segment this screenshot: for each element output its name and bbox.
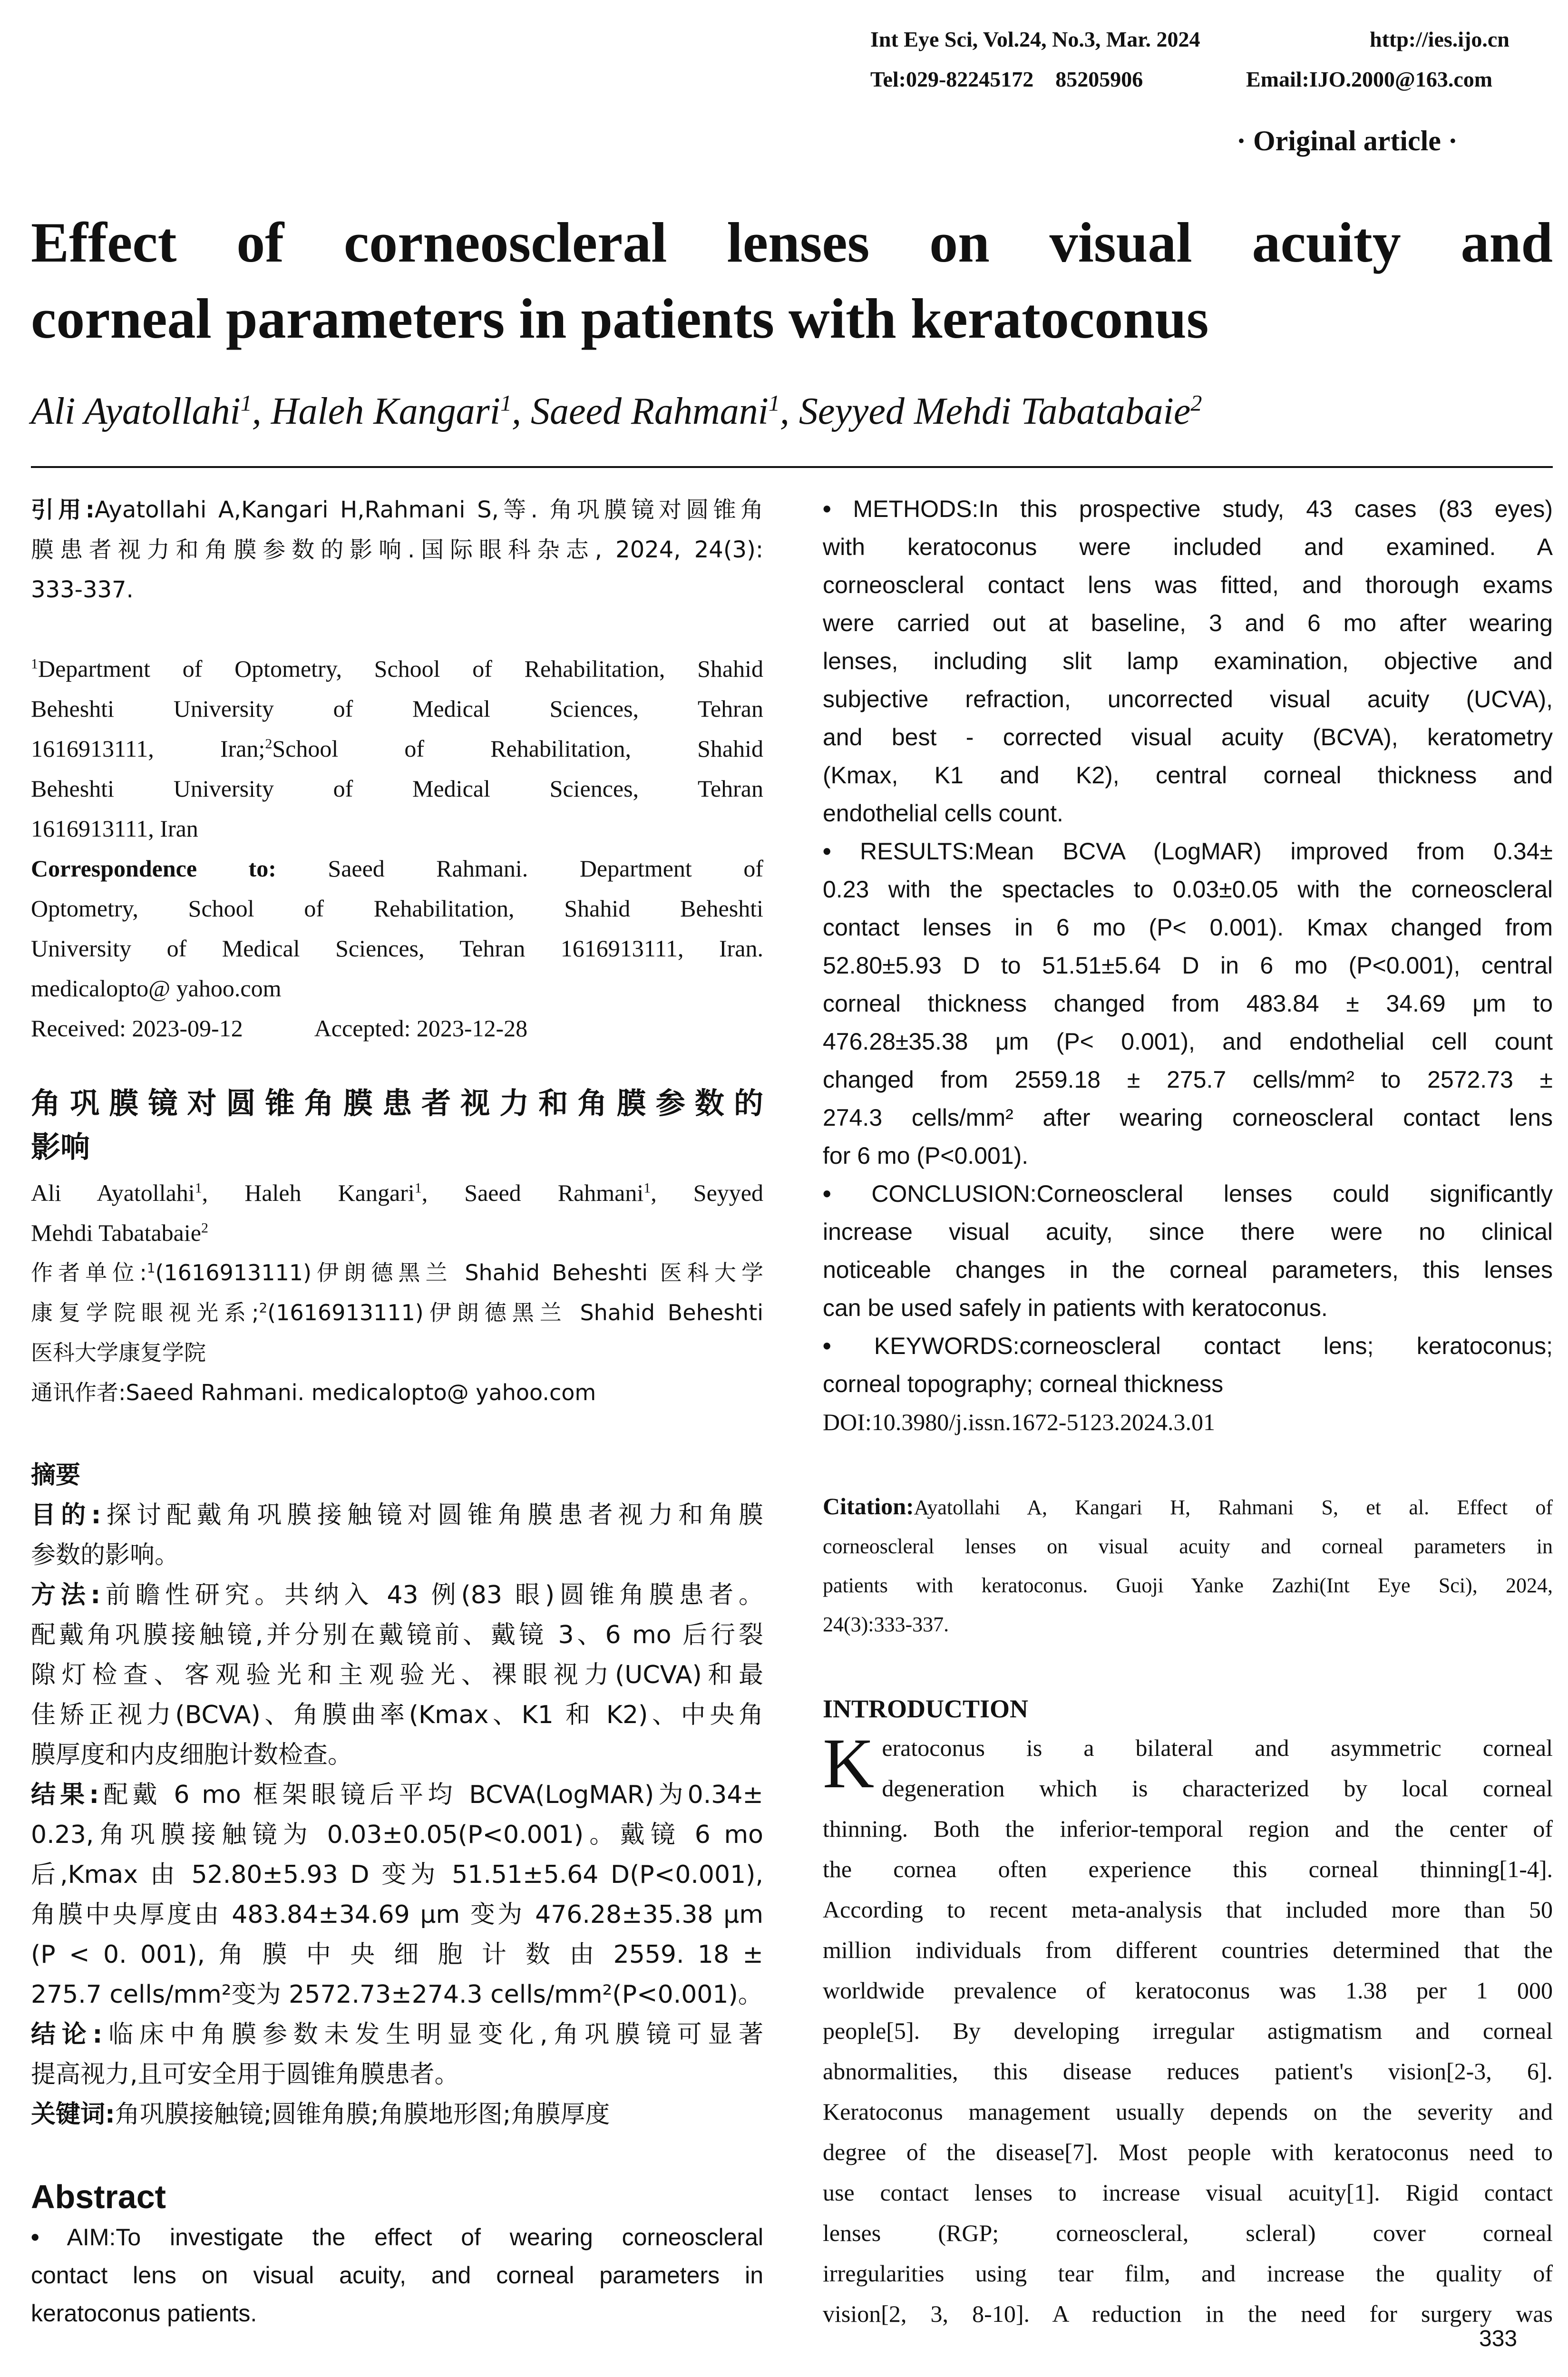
journal-url[interactable]: http://ies.ijo.cn	[1370, 27, 1510, 51]
journal-line: Int Eye Sci, Vol.24, No.3, Mar. 2024	[870, 27, 1200, 51]
citation: Citation:Ayatollahi A, Kangari H, Rahmani S, et al. Effect of corneoscleral lenses on visual acuity and corneal parameters in patients with keratoconus. Guoji Yanke Zazhi(Int Eye Sci), 2024, 24(3):333-337.	[823, 1493, 1553, 1636]
introduction-heading: INTRODUCTION	[823, 1695, 1029, 1723]
article-type: · Original article ·	[1237, 125, 1458, 156]
author-name: Haleh Kangari	[271, 390, 500, 432]
abstract-conclusion: • CONCLUSION:Corneoscleral lenses could significantly increase visual acuity, since there were no clinical noticeable changes in the corneal parameters, this lenses can be used safely in patients with keratoconus.	[823, 1180, 1553, 1321]
abstract-aim: • AIM:To investigate the effect of wearing corneoscleral contact lens on visual acuity, and corneal parameters in keratoconus patients.	[31, 2224, 764, 2327]
abstract-results: • RESULTS:Mean BCVA (LogMAR) improved from 0.34± 0.23 with the spectacles to 0.03±0.05 with the corneoscleral contact lenses in 6 mo (P< 0.001). Kmax changed from 52.80±5.93 D to 51.51±5.64 D in 6 mo (P<0.001), central corneal thickness changed from 483.84 ± 34.69 μm to 476.28±35.38 μm (P< 0.001), and endothelial cell count changed from 2559.18 ± 275.7 cells/mm² to 2572.73 ± 274.3 cells/mm² after wearing corneoscleral contact lens for 6 mo (P<0.001).	[823, 838, 1553, 1169]
drop-cap: K	[823, 1724, 875, 1803]
chinese-abstract: 摘要 目的:探讨配戴角巩膜接触镜对圆锥角膜患者视力和角膜 参数的影响。 方法:前瞻性研究。共纳入 43 例(83 眼)圆锥角膜患者。 配戴角巩膜接触镜,并分别在戴镜前、戴镜 3、6 mo 后行裂 隙灯检查、客观验光和主观验光、裸眼视力(UCVA)和最 佳矫正视力(BCVA)、角膜曲率(Kmax、K1 和 K2)、中央角 膜厚度和内皮细胞计数检查。 结果:配戴 6 mo 框架眼镜后平均 BCVA(LogMAR)为0.34± 0.23,角巩膜接触镜为 0.03±0.05(P<0.001)。戴镜 6 mo 后,Kmax 由 52.80±5.93 D 变为 51.51±5.64 D(P<0.001), 角膜中央厚度由 483.84±34.69 μm 变为 476.28±35.38 μm (P < 0. 001), 角 膜 中 央 细 胞 计 数 由 2559. 18 ± 275.7 cells/mm²变为 2572.73±274.3 cells/mm²(P<0.001)。 结论:临床中角膜参数未发生明显变化,角巩膜镜可显著 提高视力,且可安全用于圆锥角膜患者。 关键词:角巩膜接触镜;圆锥角膜;角膜地形图;角膜厚度	[31, 1455, 763, 2134]
tel-line: Tel:029-82245172 85205906	[870, 67, 1143, 91]
chinese-title: 角巩膜镜对圆锥角膜患者视力和角膜参数的 影响	[31, 1086, 763, 1164]
abstract-keywords: • KEYWORDS:corneoscleral contact lens; keratoconus; corneal topography; corneal thickness	[823, 1333, 1553, 1397]
correspondence-email[interactable]: medicalopto@ yahoo.com	[31, 975, 282, 1002]
chinese-abstract-heading: 摘要	[31, 1461, 81, 1490]
author-list: Ali Ayatollahi$^1$, Haleh Kangari$^1$, Saeed Rahmani$^1$, Seyyed Mehdi Tabatabaie$^2$	[31, 390, 1202, 432]
author-name: Saeed Rahmani	[530, 390, 769, 432]
title-line-2: corneal parameters in patients with keratoconus	[31, 287, 1209, 350]
page-number: 333	[1479, 2326, 1518, 2351]
title-line-1: Effect of corneoscleral lenses on visual acuity and	[31, 211, 1553, 274]
title-rule	[31, 466, 1553, 468]
email-line[interactable]: Email:IJO.2000@163.com	[1246, 67, 1493, 91]
abstract-methods: • METHODS:In this prospective study, 43 cases (83 eyes) with keratoconus were included and examined. A corneoscleral contact lens was fitted, and thorough exams were carried out at baseline, 3 and 6 mo after wearing lenses, including slit lamp examination, objective and subjective refraction, uncorrected visual acuity (UCVA), and best - corrected visual acuity (BCVA), keratometry (Kmax, K1 and K2), central corneal thickness and endothelial cells count.	[823, 496, 1553, 827]
doi[interactable]: DOI:10.3980/j.issn.1672-5123.2024.3.01	[823, 1409, 1215, 1435]
abstract-heading: Abstract	[31, 2178, 166, 2215]
right-column	[823, 490, 1553, 2334]
introduction-body: K eratoconus is a bilateral and asymmetric corneal degeneration which is characterized by local corneal thinning. Both the inferior-temporal region and the center of the cornea often experience this corneal thinning[1-4]. According to recent meta-analysis that included more than 50 million individuals from different countries determined that the worldwide prevalence of keratoconus was 1.38 per 1 000 people[5]. By developing irregular astigmatism and corneal abnormalities, this disease reduces patient's vision[2-3, 6]. Keratoconus management usually depends on the severity and degree of the disease[7]. Most people with keratoconus need to use contact lenses to increase visual acuity[1]. Rigid contact lenses (RGP; corneoscleral, scleral) cover corneal irregularities using tear film, and increase the quality of vision[2, 3, 8-10]. A reduction in the need for surgery was	[823, 1724, 1553, 2327]
author-name: Ali Ayatollahi	[31, 390, 241, 432]
author-name: Seyyed Mehdi Tabatabaie	[799, 390, 1191, 432]
left-column	[31, 490, 763, 2332]
chinese-unit: 作者单位:$^1$(1616913111)伊朗德黑兰 Shahid Beheshti 医科大学 康复学院眼视光系;$^2$(1616913111)伊朗德黑兰 Shahid Beheshti 医科大学康复学院 通讯作者:Saeed Rahmani. medicalopto@ yahoo.com	[31, 1253, 763, 1413]
chinese-citation: 引用:Ayatollahi A,Kangari H,Rahmani S,等. 角巩膜镜对圆锥角 膜患者视力和角膜参数的影响.国际眼科杂志, 2024, 24(3): 333-337.	[31, 497, 763, 603]
chinese-correspondence: 通讯作者:Saeed Rahmani. medicalopto@ yahoo.com	[31, 1380, 596, 1405]
accepted-date: Accepted: 2023-12-28	[314, 1015, 528, 1042]
correspondence: Correspondence to: Saeed Rahmani. Department of Optometry, School of Rehabilitation, Shahid Beheshti University of Medical Sciences, Tehran 1616913111, Iran. medicalopto@ yahoo.com Received: 2023-09-12 Accepted: 2023-12-28	[31, 855, 763, 1042]
received-date: Received: 2023-09-12	[31, 1015, 243, 1042]
chinese-authors: Ali Ayatollahi$^1$, Haleh Kangari$^1$, Saeed Rahmani$^1$, Seyyed Mehdi Tabatabaie$^2$	[31, 1179, 764, 1246]
affiliations: $^1$Department of Optometry, School of Rehabilitation, Shahid Beheshti University of Medical Sciences, Tehran 1616913111, Iran;$^2$School of Rehabilitation, Shahid Beheshti University of Medical Sciences, Tehran 1616913111, Iran	[31, 655, 763, 842]
